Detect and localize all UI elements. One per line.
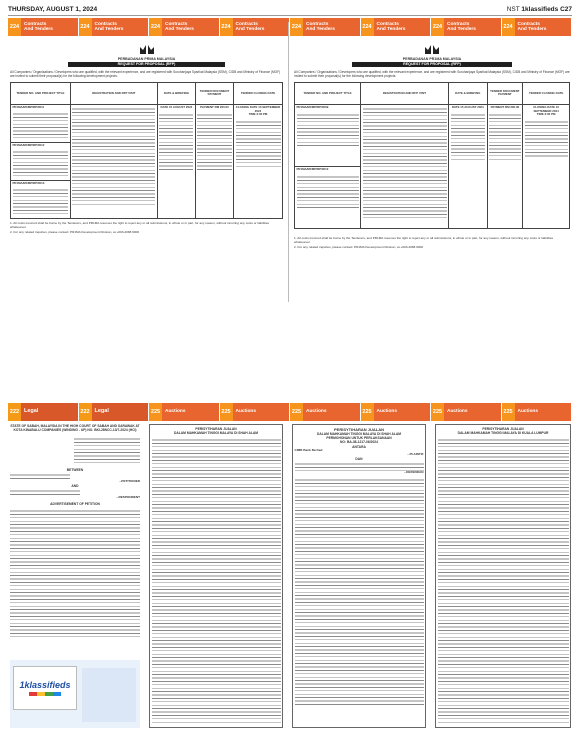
category-label-line2: And Tenders [447,27,476,32]
payment: PAYMENT RM 200.00 [200,105,229,110]
table-header-row [295,82,570,104]
header-briefing: DATE & BRIEFING [157,82,195,104]
category-code: 224 [220,18,233,36]
legal-ad [10,424,140,654]
klassifieds-logo [13,666,77,710]
category-label-line1: Contracts [447,21,470,27]
auction-ad-1 [149,424,283,728]
note-2: 2. For any related inquiries, please contact: PR1MA Development Division, at +603-2088 9000 [294,244,424,249]
legal-between: BETWEEN [66,467,84,472]
category-label-line1: Contracts [165,21,188,27]
auction-ref: NO: BA-38-1217-06/2024 [340,440,378,445]
header-title: TENDER NO. AND PROJECT TITLE [11,82,71,104]
header-payment: TENDER DOCUMENT PAYMENT [487,82,523,104]
table-row [11,104,283,142]
table-header-row [11,82,283,104]
category-label-text: Legal [94,408,109,415]
category-label [21,18,78,36]
header-briefing: DATE & BRIEFING [449,82,488,104]
column-divider [288,22,289,302]
category-header [290,403,361,421]
legal-respondent: ...RESPONDENT [115,494,140,499]
pr1ma-logo-icon [10,44,283,55]
category-label-line1: Contracts [94,21,117,27]
intro-text: All Companies / Organisations / Developers who are qualified, with the relevant experience, and are registered with Suruhanjaya Syarikat Malaysia (SSM), CIDB and Ministry of Finance (MOF) are invited to submit their proposal(s) for the following development projects. [294,69,570,78]
pr1ma-logo-icon [294,44,570,55]
category-label-line1: Contracts [235,21,258,27]
header-title: TENDER NO. AND PROJECT TITLE [295,82,361,104]
page-header [8,4,572,16]
category-header [8,403,79,421]
category-header [149,403,220,421]
category-header [431,403,502,421]
briefing-date: DATE 15 AUGUST 2024 [160,105,193,110]
category-label-text: Auctions [376,409,398,415]
note-1: 1. All costs incurred shall be borne by the Tenderers, and PR1MA reserves the right to reject any or all submissions, in whole or in part, for any reason, without incurring any costs or liabilities whatsoever. [294,235,554,244]
category-label-text: Auctions [165,409,186,415]
note-1: 1. All costs incurred shall be borne by the Tenderers, and PR1MA reserves the right to reject any or all submissions, in whole or in part, for any reason, without incurring any costs or liabilities whatsoever. [10,220,270,229]
category-label [162,403,219,421]
category-label [374,18,431,36]
category-code: 224 [149,18,162,36]
tender-ref: PR1MA/MCMP/RP/0012 [12,143,45,148]
legal-petitioner: ...PETITIONER [118,478,140,483]
category-label-text: Auctions [306,409,327,415]
auction-ad-2 [292,424,426,728]
category-header [502,403,573,421]
category-header [79,18,150,36]
category-header [8,18,79,36]
klassifieds-ad [10,660,140,728]
rfp-subtitle: REQUEST FOR PROPOSAL (RFP) [352,62,512,66]
notes [10,222,283,235]
category-label [444,403,501,421]
tender-ref: PR1MA/MCMP/RP/0011 [12,105,45,110]
tender-ref: PR1MA/MCMP/RP/0013 [12,181,45,186]
category-code: 224 [431,18,444,36]
auction-party: CIMB Bank Berhad [294,447,323,452]
category-header [361,18,432,36]
category-label-text: Auctions [235,409,257,415]
category-label-line2: And Tenders [306,27,335,32]
category-label-text: Auctions [517,409,539,415]
auction-title: PERISYTIHARAN JUALAN [482,426,524,431]
org-name: PERBADANAN PRIMA MALAYSIA [117,57,176,61]
auction-dan: DAN [355,456,363,461]
category-label [515,403,572,421]
category-code: 222 [8,403,21,421]
klassifieds-logo-text: 1klassifieds [19,680,71,690]
page-date: THURSDAY, AUGUST 1, 2024 [8,6,98,13]
auction-defendan: ...DEFENDAN [403,469,424,474]
category-header [79,403,150,421]
category-label [444,18,501,36]
category-label-line2: And Tenders [517,27,547,32]
category-code: 225 [361,403,374,421]
closing-date: CLOSING DATE 10 SEPTEMBER 2024 [235,105,281,113]
auction-subtitle: DALAM MAHKAMAH TINGGI MALAYA DI KUALA LUMPUR [457,430,549,435]
category-label [233,18,290,36]
category-label-line1: Contracts [306,21,329,27]
briefing-date: DATE 15 AUGUST 2024 [451,105,484,110]
closing-time: TIME 3:00 PM [248,112,268,117]
legal-and: AND [71,483,79,488]
category-code: 225 [431,403,444,421]
category-label [92,403,149,421]
category-label [92,18,149,36]
category-label-line2: And Tenders [24,27,53,32]
auction-ad-3 [435,424,571,728]
category-code: 225 [502,403,515,421]
page-section: NST 1klassifieds C27 [506,6,572,13]
category-label-line2: And Tenders [165,27,194,32]
header-registration: REGISTRATION AND RFP VISIT [361,82,449,104]
category-label [515,18,572,36]
category-label [303,18,360,36]
tender-ad-right [294,44,570,284]
header-closing: TENDER CLOSING DATE [234,82,283,104]
category-label [374,403,431,421]
rfp-subtitle: REQUEST FOR PROPOSAL (RFP) [68,62,225,66]
tender-ref: PR1MA/MCMP/RP/0010 [296,167,329,172]
category-label-line2: And Tenders [94,27,124,32]
category-label-text: Auctions [447,409,468,415]
category-code: 224 [361,18,374,36]
category-label-line2: And Tenders [376,27,406,32]
note-2: 2. For any related inquiries, please contact: PR1MA Development Division, at +603-2088 9000 [10,229,140,234]
org-name: PERBADANAN PR1MA MALAYSIA [402,57,462,61]
category-label [233,403,290,421]
auction-subtitle: DALAM MAHKAMAH TINGGI MALAYA DI SHAH ALAM [174,430,258,435]
closing-time: TIME 3:00 PM [536,112,556,117]
category-header [220,403,291,421]
category-code: 224 [502,18,515,36]
auction-title: PERISYTIHARAN JUALAN [333,426,384,432]
category-code: 225 [220,403,233,421]
header-payment: TENDER DOCUMENT PAYMENT [195,82,233,104]
category-label-line1: Contracts [517,21,540,27]
closing-date: CLOSING DATE 10 SEPTEMBER 2024 [533,105,559,113]
tender-ad-left [10,44,283,284]
category-code: 225 [290,403,303,421]
category-header [361,403,432,421]
category-label-line1: Contracts [24,21,47,27]
color-strip-icon [29,692,61,696]
legal-title: STATE OF SABAH, MALAYSIA IN THE HIGH COURT OF SABAH AND SARAWAK AT KOTA KINABALU COMPANIES (WINDING - UP) NO. BKI-28NCC-13/7-2024 (HCI) [10,424,140,433]
category-code: 224 [79,18,92,36]
auction-plaintif: ...PLAINTIF [407,451,424,456]
category-label [162,18,219,36]
auction-antara: ANTARA [352,444,366,449]
tender-table [10,82,283,219]
category-code: 222 [79,403,92,421]
table-row [295,104,570,166]
category-label [303,403,360,421]
category-code: 224 [290,18,303,36]
category-header [220,18,291,36]
auction-title: PERISYTIHARAN JUALAN [195,426,237,431]
auction-subtitle: DALAM MAHKAMAH TINGGI MALAYA DI SHAH ALAM [317,431,401,436]
intro-text: All Companies / Organisations / Developers who are qualified, with the relevant experience, and are registered with Suruhanjaya Syarikat Malaysia (SSM), CIDB and Ministry of Finance (MOF) are invited to submit their proposal(s) for the following development projects. [10,69,281,78]
tender-ref: PR1MA/MCMP/RP/0009 [296,105,329,110]
category-header [290,18,361,36]
category-code: 225 [149,403,162,421]
category-code: 224 [8,18,21,36]
auction-sub2: PERMOHONAN UNTUK PERLAKSANAAN [326,435,392,440]
category-label-line1: Contracts [376,21,399,27]
payment: PAYMENT RM 200.00 [490,105,520,110]
category-header [431,18,502,36]
tender-table [294,82,570,229]
category-label-text: Legal [24,408,39,415]
notes [294,237,570,250]
header-closing: TENDER CLOSING DATE [523,82,570,104]
header-registration: REGISTRATION AND RFP VISIT [70,82,157,104]
promo-image [82,668,136,722]
category-label-line2: And Tenders [235,27,265,32]
category-header [502,18,573,36]
category-header [149,18,220,36]
category-label [21,403,78,421]
legal-advert: ADVERTISEMENT OF PETITION [50,501,100,506]
